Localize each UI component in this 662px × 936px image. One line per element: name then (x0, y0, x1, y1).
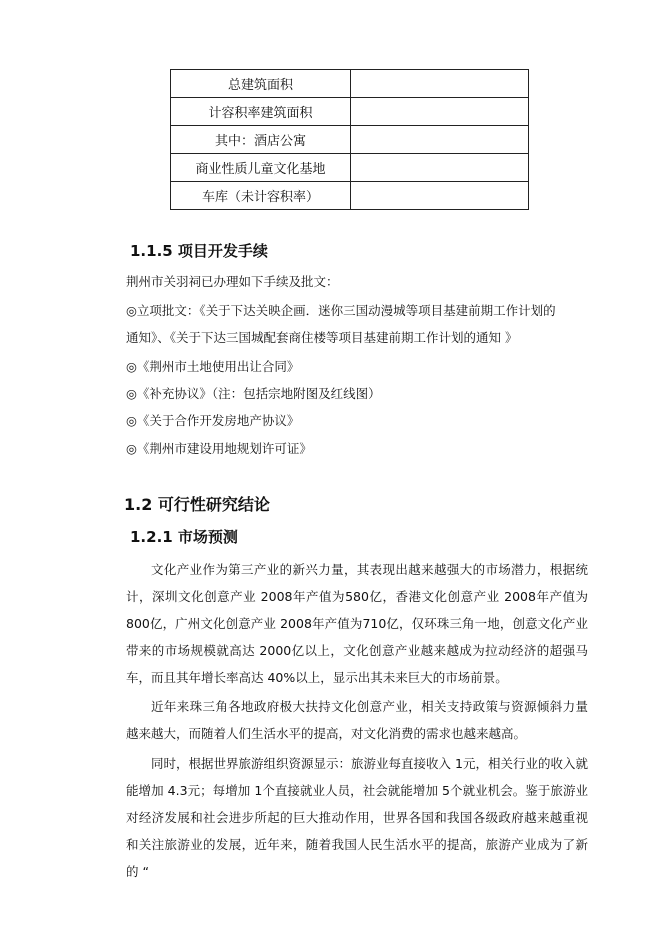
list-item: ◎《荆州市建设用地规划许可证》 (126, 441, 312, 456)
table-row (171, 126, 529, 154)
row-value (351, 154, 529, 182)
table-row (171, 154, 529, 182)
list-item: ◎《补充协议》（注：包括宗地附图及红线图） (126, 386, 381, 401)
row-value (351, 70, 529, 98)
paragraph: 同时，根据世界旅游组织资源显示：旅游业每直接收入 1元，相关行业的收入就能增加 4.3元；每增加 1个直接就业人员，社会就能增加 5个就业机会。鉴于旅游业对经济发展和社会进步所起的巨大推动作用，世界各国和我国各级政府越来越重视和关注旅游业的发展，近年来，随着我国人民生活水平的提高，旅游产业成为了新的 “ (126, 756, 588, 879)
table-row (171, 70, 529, 98)
list-item: ◎《荆州市土地使用出让合同》 (126, 359, 300, 374)
body-text (126, 556, 588, 691)
list-item: ◎立项批文：《关于下达关映企画．迷你三国动漫城等项目基建前期工作计划的 (126, 303, 556, 318)
row-label: 车库（未计容积率） (171, 182, 351, 210)
list-item: 通知》、《关于下达三国城配套商住楼等项目基建前期工作计划的通知 》 (126, 330, 518, 345)
row-label: 总建筑面积 (171, 70, 351, 98)
paragraph: 文化产业作为第三产业的新兴力量，其表现出越来越强大的市场潜力，根据统计，深圳文化创意产业 2008年产值为580亿，香港文化创意产业 2008年产值为800亿，广州文化创意产业 2008年产值为710亿，仅环珠三角一地，创意文化产业带来的市场规模就高达 2000亿以上，文化创意产业越来越成为拉动经济的超强马车，而且其年增长率高达 40%以上，显示出其未来巨大的市场前景。 (126, 562, 588, 685)
section-heading-1-2-1: 1.2.1 市场预测 (130, 528, 238, 546)
section-heading-1-2: 1.2 可行性研究结论 (124, 495, 270, 514)
row-label: 其中：酒店公寓 (171, 126, 351, 154)
section-heading-1-1-5: 1.1.5 项目开发手续 (130, 242, 268, 260)
table-row (171, 98, 529, 126)
row-label: 商业性质儿童文化基地 (171, 154, 351, 182)
list-item: ◎《关于合作开发房地产协议》 (126, 413, 300, 428)
table-row (171, 182, 529, 210)
building-area-table (170, 69, 529, 210)
row-value (351, 126, 529, 154)
row-label: 计容积率建筑面积 (171, 98, 351, 126)
row-value (351, 98, 529, 126)
paragraph: 近年来珠三角各地政府极大扶持文化创意产业，相关支持政策与资源倾斜力量越来越大，而随着人们生活水平的提高，对文化消费的需求也越来越高。 (126, 699, 588, 741)
body-text (126, 693, 588, 747)
body-text (126, 750, 588, 885)
section-intro: 荆州市关羽祠已办理如下手续及批文： (126, 274, 339, 289)
row-value (351, 182, 529, 210)
